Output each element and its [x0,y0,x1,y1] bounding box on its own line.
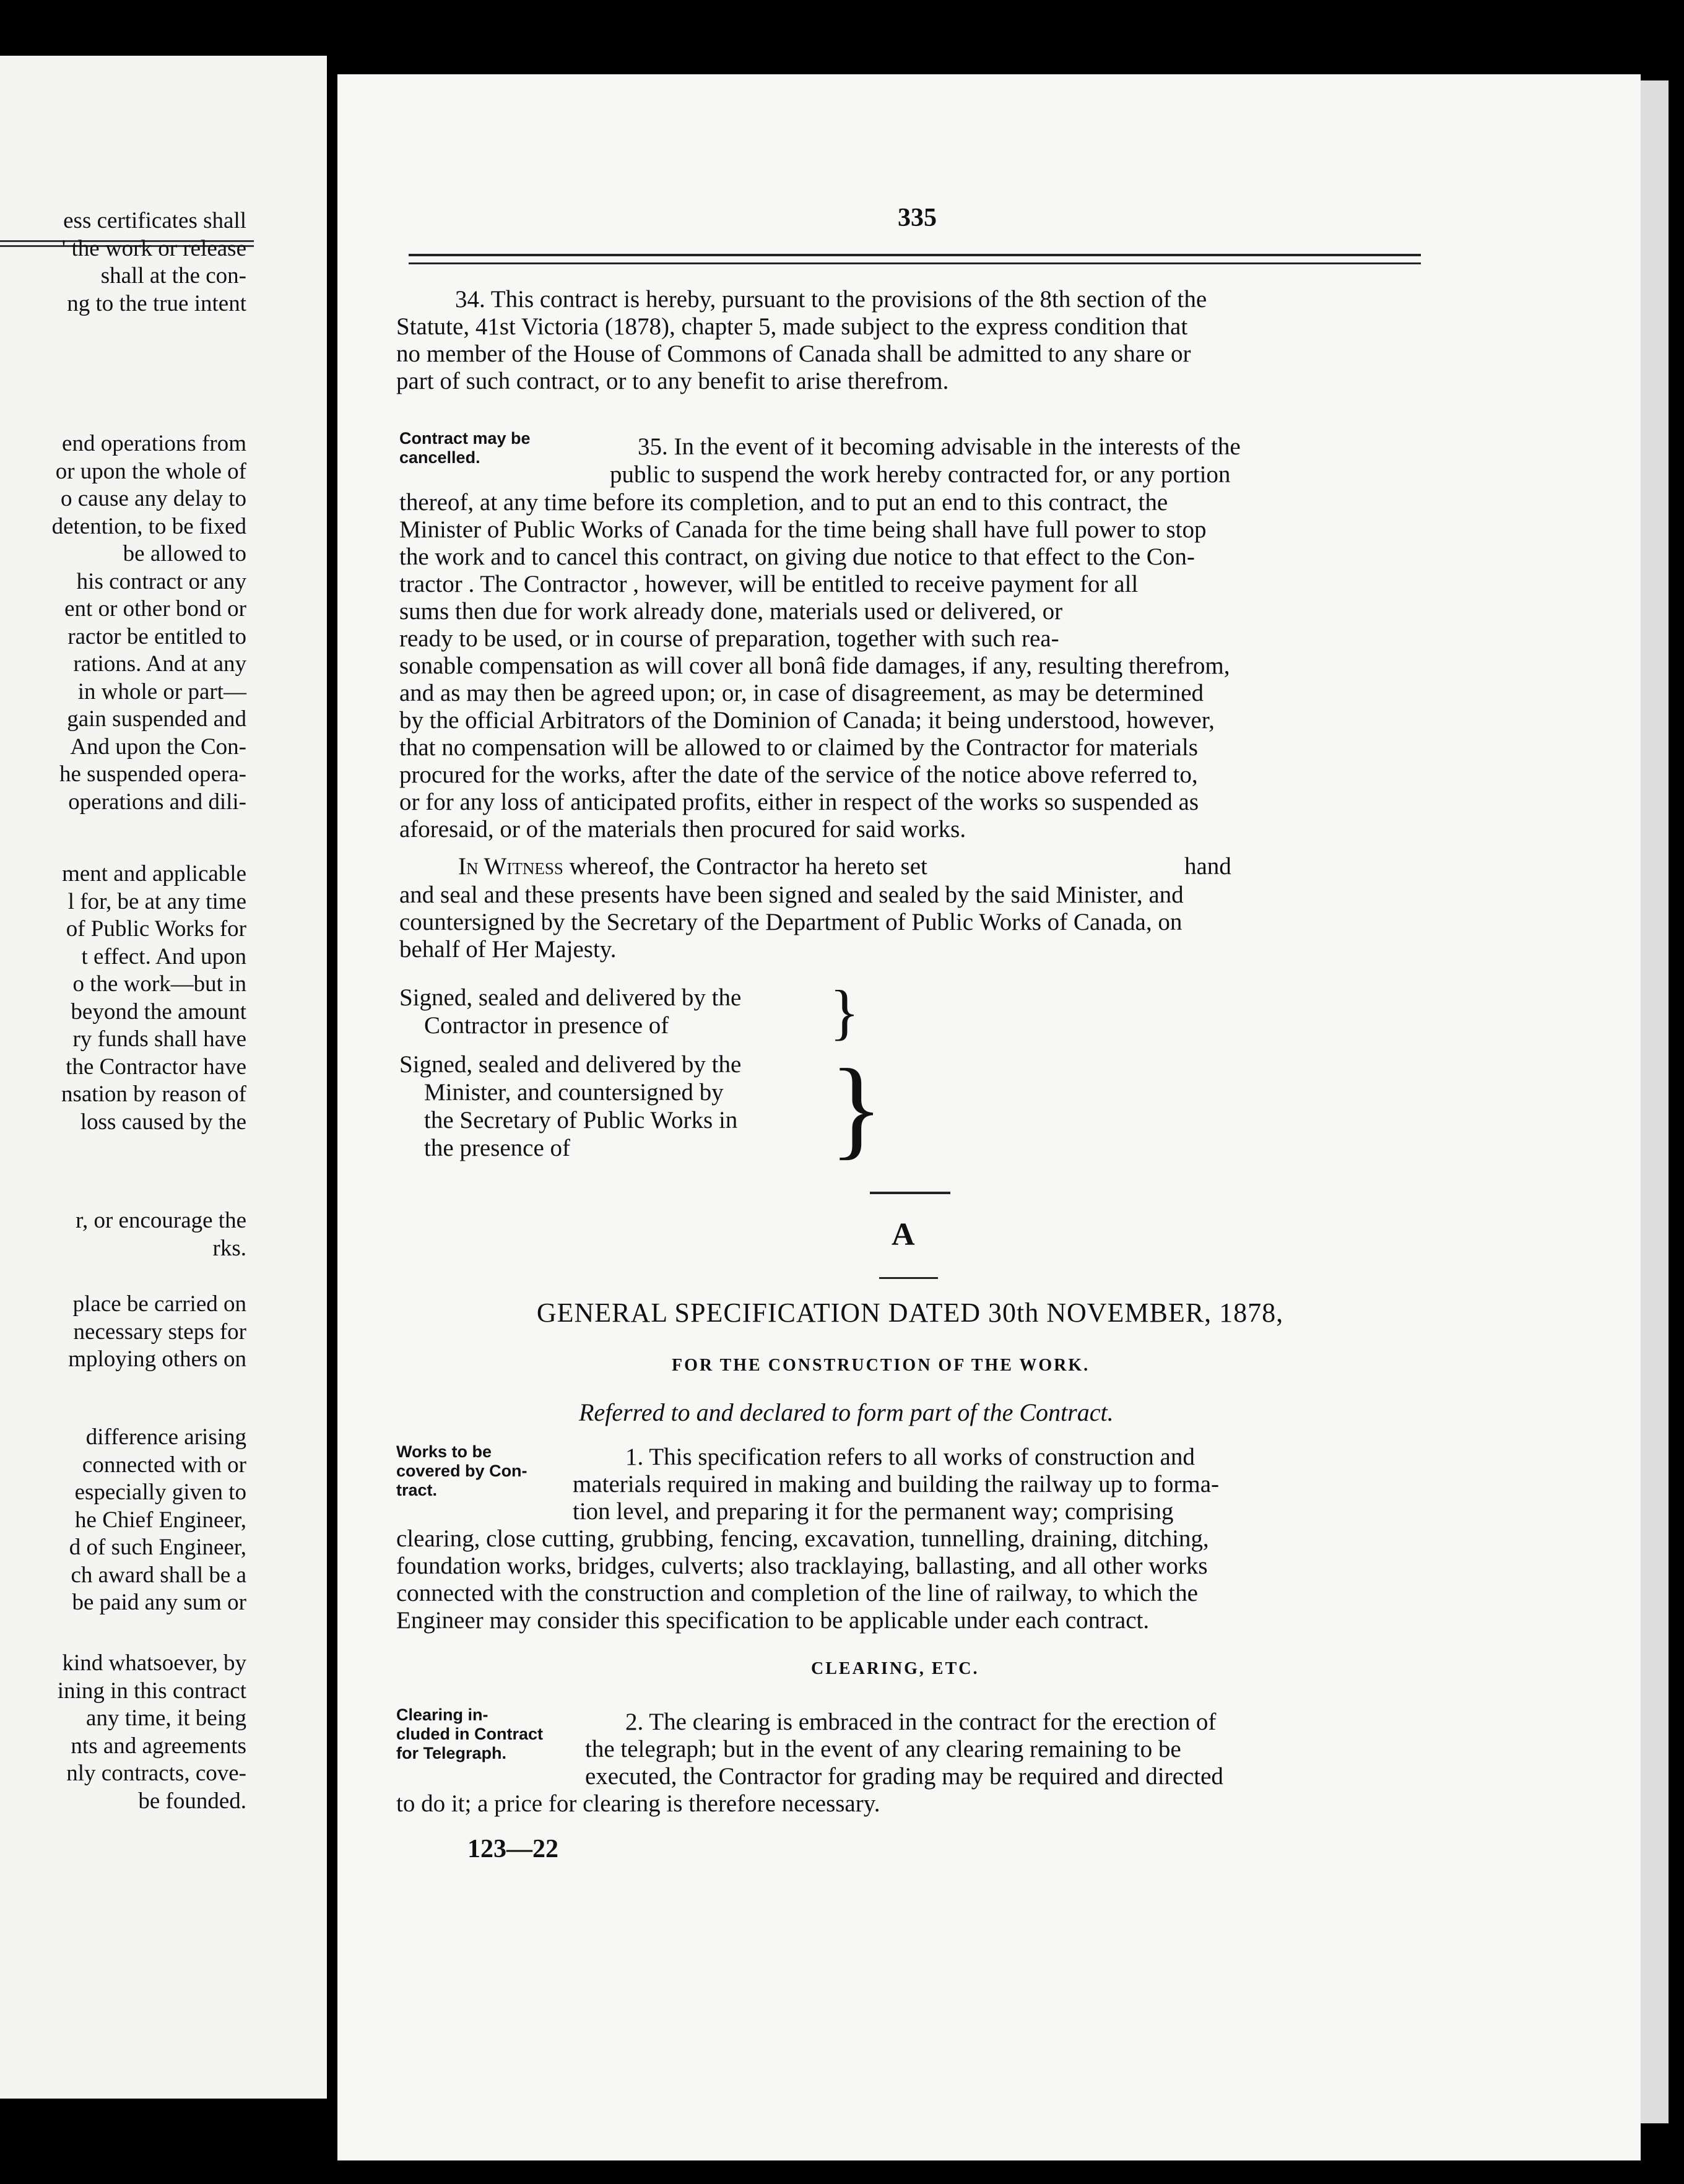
left-page-text-line: shall at the con- [100,263,246,288]
signature-block-line: Signed, sealed and delivered by the [399,984,742,1011]
left-page-text-line: ment and applicable [62,861,246,886]
paragraph-line: materials required in making and building the railway up to forma- [573,1471,1220,1497]
left-page-text-line: kind whatsoever, by [62,1650,246,1676]
left-page-text-line: or upon the whole of [55,458,246,484]
left-page-text-line: ' the work or release [61,235,246,261]
paragraph-line: 1. This specification refers to all works of construction and [625,1444,1195,1470]
brace-icon: } [830,977,859,1046]
specification-subtitle: FOR THE CONSTRUCTION OF THE WORK. [672,1356,1090,1375]
paragraph-35 [399,489,1424,843]
left-page-text-line: ent or other bond or [64,596,246,622]
paragraph-34 [396,286,1421,395]
left-page-text-line: be paid any sum or [72,1590,246,1615]
left-page-text-line: necessary steps for [73,1319,246,1345]
left-page-text-line: loss caused by the [80,1109,246,1135]
margin-note-clearing: Clearing in- cluded in Contract for Telegraph. [396,1705,544,1762]
left-page-text-line: nsation by reason of [61,1081,246,1107]
left-page-text-line: ractor be entitled to [67,623,246,649]
section-divider [870,1192,950,1194]
paragraph-line: clearing, close cutting, grubbing, fencing, excavation, tunnelling, draining, ditching, [396,1525,1209,1552]
left-page-text-line: in whole or part— [77,678,246,704]
witness-text: whereof, the Contractor ha hereto set [569,853,927,880]
left-page-text-line: any time, it being [86,1705,246,1731]
paragraph-line: Minister of Public Works of Canada for the time being shall have full power to stop [399,516,1207,543]
left-page-text-line: d of such Engineer, [69,1535,246,1560]
page-edge [1641,80,1669,2123]
paragraph-line: and seal and these presents have been signed and sealed by the said Minister, and [399,882,1184,908]
paragraph-line: or for any loss of anticipated profits, either in respect of the works so suspended as [399,789,1199,815]
paragraph-line: 34. This contract is hereby, pursuant to the provisions of the 8th section of the [455,286,1207,313]
paragraph-2-indent [585,1736,1418,1790]
left-page-text-line: rations. And at any [73,651,246,677]
left-page-text-line: ch award shall be a [71,1562,246,1588]
left-page-text-line: r, or encourage the [76,1208,246,1233]
paragraph-line: executed, the Contractor for grading may be required and directed [585,1763,1223,1790]
paragraph-2-last-line: to do it; a price for clearing is therefore necessary. [396,1790,880,1817]
left-page-text-line: gain suspended and [67,706,246,732]
left-facing-page [0,56,327,2099]
left-page-text-line: rks. [212,1235,246,1261]
brace-icon: } [830,1046,883,1169]
paragraph-line: aforesaid, or of the materials then procured for said works. [399,816,966,843]
paragraph-line: no member of the House of Commons of Canada shall be admitted to any share or [396,340,1191,367]
left-page-text-line: operations and dili- [68,789,246,815]
left-page-text-line: be allowed to [123,541,246,566]
left-page-text-line: nts and agreements [71,1733,246,1759]
paragraph-line: connected with the construction and completion of the line of railway, to which the [396,1580,1198,1606]
paragraph-line: Engineer may consider this specification to be applicable under each contract. [396,1607,1150,1634]
left-page-text-line: place be carried on [72,1291,246,1317]
paragraph-line: thereof, at any time before its completion, and to put an end to this contract, the [399,489,1168,516]
left-page-text-line: ng to the true intent [67,290,246,316]
paragraph-line: Statute, 41st Victoria (1878), chapter 5, made subject to the express condition that [396,313,1188,340]
left-page-text-line: difference arising [85,1424,246,1450]
paragraph-line: countersigned by the Secretary of the Department of Public Works of Canada, on [399,909,1183,935]
witness-clause-first-line [458,853,927,880]
left-page-text-line: t effect. And upon [81,943,246,969]
paragraph-line: sonable compensation as will cover all bonâ fide damages, if any, resulting therefrom, [399,652,1230,679]
signature-block-line: Signed, sealed and delivered by the [399,1051,742,1078]
paragraph-line: the work and to cancel this contract, on giving due notice to that effect to the Con- [399,544,1195,570]
left-page-text-line: his contract or any [76,568,246,594]
left-page-text-line: o the work—but in [72,971,246,997]
paragraph-line: 2. The clearing is embraced in the contract for the erection of [625,1709,1217,1735]
paragraph-35-first-line: 35. In the event of it becoming advisable in the interests of the [638,433,1241,460]
left-page-text-line: ry funds shall have [72,1026,246,1052]
left-page-text-line: And upon the Con- [70,734,246,760]
section-heading-clearing: CLEARING, ETC. [811,1659,979,1678]
paragraph-line: tractor . The Contractor , however, will be entitled to receive payment for all [399,571,1139,597]
paragraph-35-second-line: public to suspend the work hereby contracted for, or any portion [610,461,1231,488]
paragraph-line: the telegraph; but in the event of any clearing remaining to be [585,1736,1181,1762]
left-page-text-line: he Chief Engineer, [75,1507,246,1533]
paragraph-line: procured for the works, after the date of the service of the notice above referred to, [399,761,1198,788]
header-rule [409,254,1421,264]
witness-clause [399,882,1424,963]
left-page-text-line: end operations from [62,431,246,456]
paragraph-line: by the official Arbitrators of the Dominion of Canada; it being understood, however, [399,707,1215,734]
paragraph-line: part of such contract, or to any benefit to arise therefrom. [396,368,949,394]
specification-title: GENERAL SPECIFICATION DATED 30th NOVEMBER, 1878, [536,1298,1284,1328]
left-page-text-line: nly contracts, cove- [66,1761,246,1786]
witness-hand: hand [1184,853,1231,880]
paragraph-line: ready to be used, or in course of preparation, together with such rea- [399,625,1059,652]
margin-note-contract-cancelled: Contract may be cancelled. [399,429,531,467]
left-page-text-line: mploying others on [68,1346,246,1372]
specification-reference: Referred to and declared to form part of the Contract. [579,1398,1114,1426]
paragraph-line: behalf of Her Majesty. [399,936,617,963]
paragraph-1-indent [573,1471,1418,1525]
page-number: 335 [898,204,937,232]
signature-block-line: the Secretary of Public Works in [424,1107,738,1133]
paragraph-line: sums then due for work already done, materials used or delivered, or [399,598,1063,625]
witness-lead: In Witness [458,853,563,880]
left-page-text-line: detention, to be fixed [51,513,246,539]
margin-note-works-covered: Works to be covered by Con- tract. [396,1442,527,1499]
schedule-letter: A [892,1217,916,1252]
paragraph-line: that no compensation will be allowed to or claimed by the Contractor for materials [399,734,1198,761]
left-page-text-line: he suspended opera- [59,761,246,787]
paragraph-line: foundation works, bridges, culverts; also tracklaying, ballasting, and all other works [396,1553,1208,1579]
paragraph-line: and as may then be agreed upon; or, in case of disagreement, as may be determined [399,680,1204,706]
left-page-text-line: be founded. [138,1788,246,1814]
left-page-text-line: ess certificates shall [63,208,246,233]
signature-block-line: Minister, and countersigned by [424,1079,724,1106]
signature-block-line: the presence of [424,1135,571,1161]
heading-rule [879,1277,938,1279]
left-page-text-line: l for, be at any time [67,888,246,914]
signature-mark: 123—22 [467,1835,558,1863]
signature-block-line: Contractor in presence of [424,1012,669,1039]
paragraph-1 [396,1525,1418,1634]
left-page-text-line: especially given to [74,1480,246,1505]
left-page-text-line: of Public Works for [66,916,246,942]
left-page-text-line: beyond the amount [71,999,246,1025]
paragraph-1-head [625,1444,1418,1471]
paragraph-2-head [625,1709,1418,1736]
left-page-text-line: connected with or [82,1452,246,1478]
left-page-text-line: the Contractor have [66,1054,246,1080]
paragraph-line: tion level, and preparing it for the permanent way; comprising [573,1498,1174,1525]
left-page-text-line: o cause any delay to [61,486,246,511]
left-page-text-line: ining in this contract [57,1678,246,1704]
